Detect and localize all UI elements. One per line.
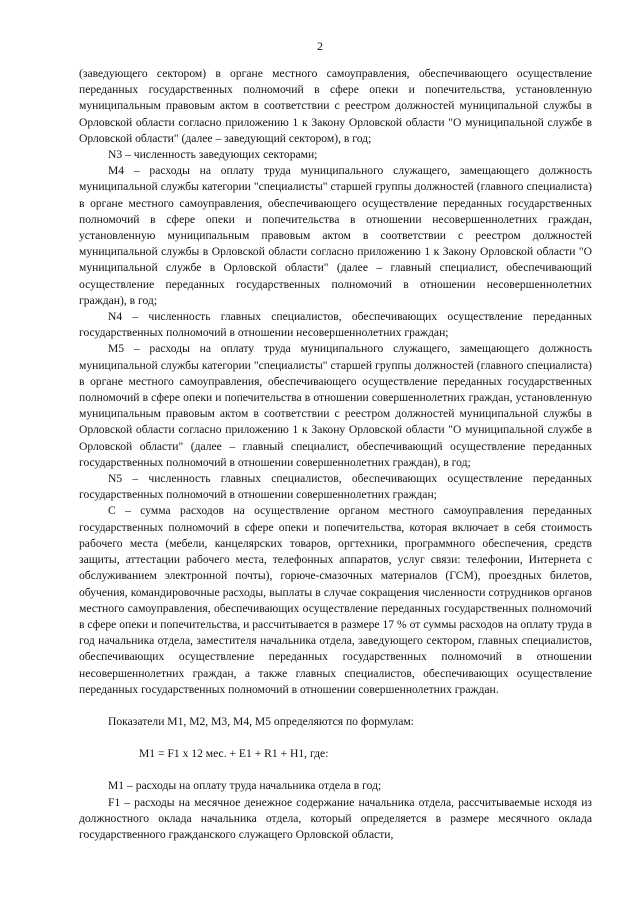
paragraph-m4: М4 – расходы на оплату труда муниципального служащего, замещающего должность муниципальной службы категории "специалисты" старшей группы должностей (главного специалиста) в органе местного самоуправления, обеспечивающего осуществление переданных государственных полномочий в сфере опеки и попечительства в отношении несовершеннолетних граждан, установленную муниципальным правовым актом в соответствии с реестром должностей муниципальной службы в Орловской области согласно приложению 1 к Закону Орловской области "О муниципальной службе в Орловской области" (далее – главный специалист, обеспечивающий осуществление переданных государственных полномочий в отношении несовершеннолетних граждан), в год;: [79, 164, 592, 307]
indicators-intro: Показатели М1, М2, М3, М4, М5 определяются по формулам:: [108, 714, 414, 728]
spacer: [79, 762, 592, 778]
paragraph-head-continuation: (заведующего сектором) в органе местного самоуправления, обеспечивающего осуществление переданных государственных полномочий в сфере опеки и попечительства, установленную муниципальным правовым актом в соответствии с реестром должностей муниципальной службы в Орловской области согласно приложению 1 к Закону Орловской области "О муниципальной службе в Орловской области" (далее – заведующий сектором), в год;: [79, 67, 592, 145]
definition-m1: М1 – расходы на оплату труда начальника отдела в год;: [108, 779, 382, 793]
document-body: [79, 66, 592, 843]
paragraph-n3: N3 – численность заведующих секторами;: [108, 148, 318, 162]
spacer: [79, 730, 592, 746]
paragraph-n5: N5 – численность главных специалистов, обеспечивающих осуществление переданных государственных полномочий в отношении совершеннолетних граждан;: [79, 472, 592, 502]
formula-m1: М1 = F1 х 12 мес. + Е1 + R1 + Н1, где:: [139, 747, 329, 761]
paragraph-c: С – сумма расходов на осуществление органом местного самоуправления переданных государственных полномочий в сфере опеки и попечительства, которая включает в себя стоимость рабочего места (мебели, канцелярских товаров, оргтехники, программного обеспечения, средств защиты, аттестации рабочего места, телефонных аппаратов, услуг связи: телефонии, Интернета с обслуживанием электронной почты), горюче-смазочных материалов (ГСМ), проездных билетов, обучения, командировочные расходы, выплаты в случае сокращения численности сотрудников органов местного самоуправления, обеспечивающих осуществление переданных государственных полномочий в сфере опеки и попечительства, и рассчитывается в размере 17 % от суммы расходов на оплату труда в год начальника отдела, заместителя начальника отдела, заведующего сектором, главных специалистов, обеспечивающих осуществление переданных государственных полномочий в отношении несовершеннолетних граждан, а также главных специалистов, обеспечивающих осуществление переданных государственных полномочий в отношении совершеннолетних граждан.: [79, 504, 592, 696]
spacer: [79, 698, 592, 714]
paragraph-n4: N4 – численность главных специалистов, обеспечивающих осуществление переданных государственных полномочий в отношении несовершеннолетних граждан;: [79, 310, 592, 340]
definition-f1: F1 – расходы на месячное денежное содержание начальника отдела, рассчитываемые исходя из должностного оклада начальника отдела, который определяется в размере месячного оклада государственного гражданского служащего Орловской области,: [79, 795, 592, 841]
page-number: 2: [317, 39, 323, 53]
paragraph-m5: М5 – расходы на оплату труда муниципального служащего, замещающего должность муниципальной службы категории "специалисты" старшей группы должностей (главного специалиста) в органе местного самоуправления, обеспечивающего осуществление переданных государственных полномочий в сфере опеки и попечительства в отношении совершеннолетних граждан, установленную муниципальным правовым актом в соответствии с реестром должностей муниципальной службы в Орловской области согласно приложению 1 к Закону Орловской области "О муниципальной службе в Орловской области" (далее – главный специалист, обеспечивающий осуществление переданных государственных полномочий в отношении совершеннолетних граждан), в год;: [79, 342, 592, 469]
